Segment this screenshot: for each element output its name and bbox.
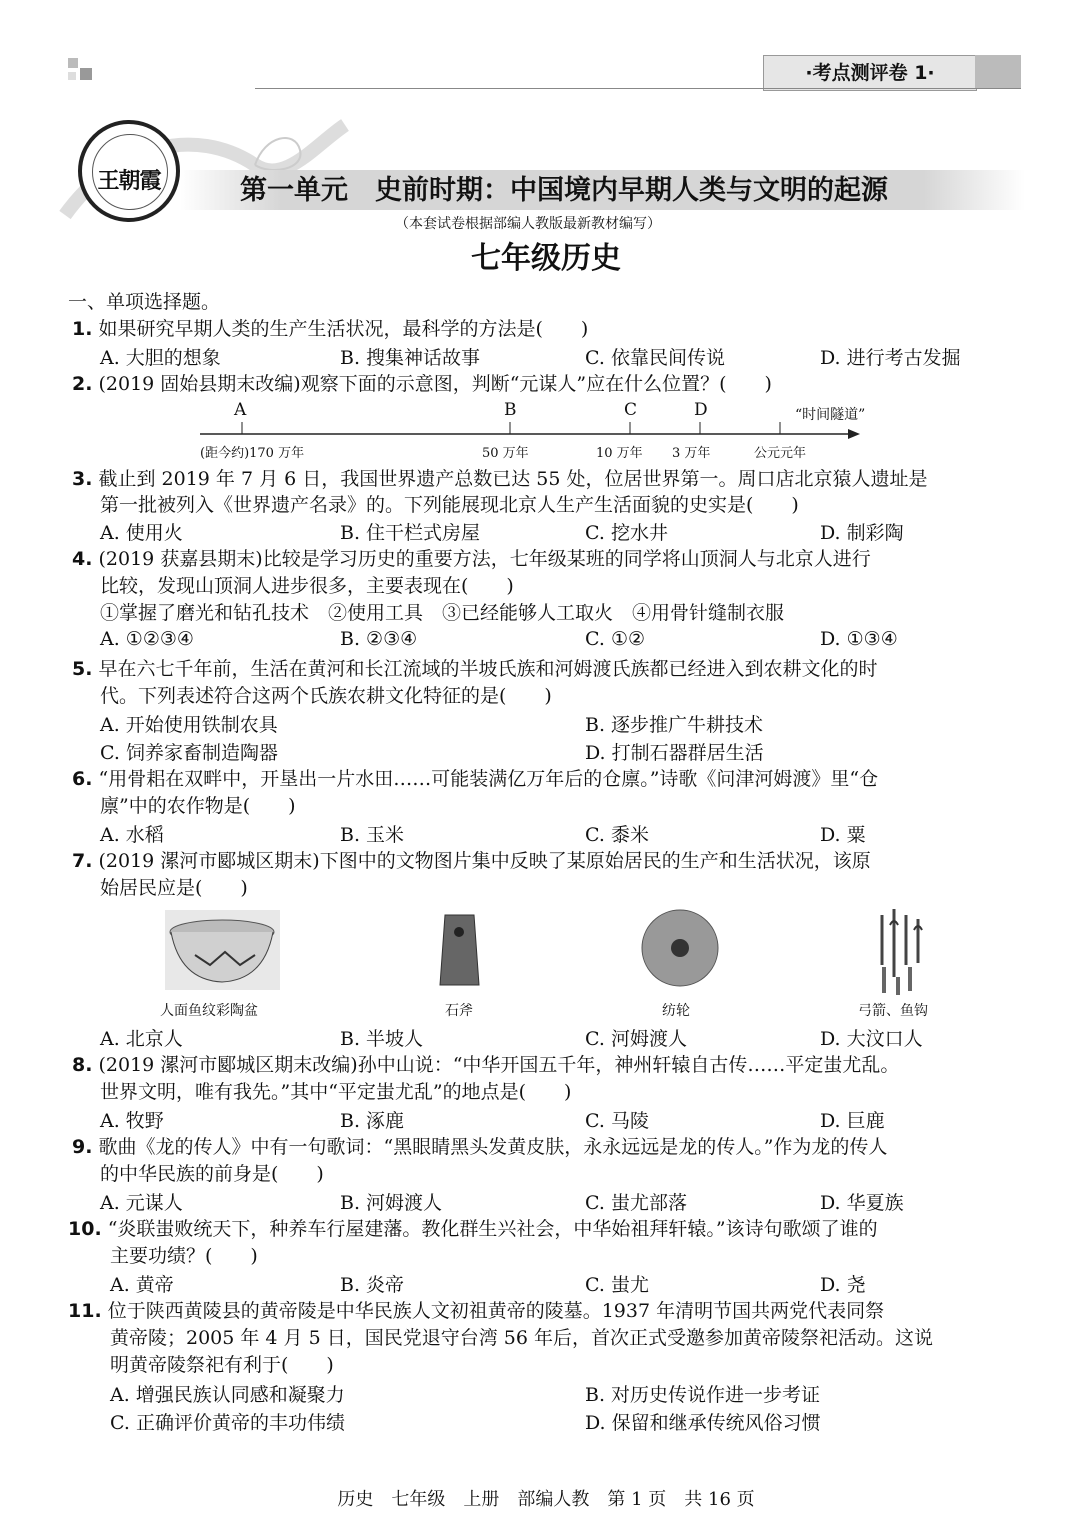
- q5-option-b[interactable]: B. 逐步推广牛耕技术: [585, 714, 764, 736]
- q11-option-c[interactable]: C. 正确评价黄帝的丰功伟绩: [110, 1412, 345, 1434]
- timeline-label-d: D: [694, 400, 708, 420]
- section-heading: 一、单项选择题。: [68, 291, 221, 313]
- arrows-fishhooks-image: [870, 905, 930, 997]
- question-6-line-2: 廪”中的农作物是( ): [100, 795, 296, 817]
- corner-square: [80, 68, 92, 80]
- q5-option-d[interactable]: D. 打制石器群居生活: [585, 742, 764, 764]
- q4-option-a[interactable]: A. ①②③④: [100, 628, 194, 650]
- q10-option-a[interactable]: A. 黄帝: [110, 1274, 174, 1296]
- page-footer: 历史 七年级 上册 部编人教 第 1 页 共 16 页: [337, 1489, 755, 1510]
- q10-option-c[interactable]: C. 蚩尤: [585, 1274, 649, 1296]
- timeline-label-c: C: [624, 400, 638, 420]
- q9-option-c[interactable]: C. 蚩尤部落: [585, 1192, 687, 1214]
- q4-option-d[interactable]: D. ①③④: [820, 628, 898, 650]
- question-1: 1. 如果研究早期人类的生产生活状况，最科学的方法是( ): [72, 318, 589, 340]
- question-11-line-2: 黄帝陵；2005 年 4 月 5 日，国民党退守台湾 56 年后，首次正式受邀参加黄帝陵祭祀活动。这说: [110, 1327, 933, 1349]
- q6-option-c[interactable]: C. 黍米: [585, 824, 649, 846]
- exam-badge: ·考点测评卷 1·: [763, 55, 977, 91]
- unit-title: 第一单元 史前时期：中国境内早期人类与文明的起源: [240, 175, 888, 206]
- question-9: 9. 歌曲《龙的传人》中有一句歌词：“黑眼睛黑头发黄皮肤，永永远远是龙的传人。”作为龙的传人: [72, 1136, 888, 1158]
- timeline-scale-5: 公元元年: [754, 446, 807, 461]
- corner-square: [68, 72, 76, 80]
- question-10-line-2: 主要功绩？( ): [110, 1245, 258, 1267]
- question-4: 4. (2019 获嘉县期末)比较是学习历史的重要方法，七年级某班的同学将山顶洞人与北京人进行: [72, 548, 871, 570]
- caption-arrows: 弓箭、鱼钩: [858, 1003, 928, 1019]
- q5-option-c[interactable]: C. 饲养家畜制造陶器: [100, 742, 278, 764]
- brand-logo: [78, 120, 180, 222]
- q7-option-c[interactable]: C. 河姆渡人: [585, 1028, 687, 1050]
- q7-option-a[interactable]: A. 北京人: [100, 1028, 183, 1050]
- question-5: 5. 早在六七千年前，生活在黄河和长江流域的半坡氏族和河姆渡氏族都已经进入到农耕文化的时: [72, 658, 878, 680]
- q10-option-b[interactable]: B. 炎帝: [340, 1274, 405, 1296]
- badge-block: [975, 55, 1021, 89]
- q3-option-c[interactable]: C. 挖水井: [585, 522, 668, 544]
- timeline-scale-2: 50 万年: [482, 446, 529, 461]
- q6-option-a[interactable]: A. 水稻: [100, 824, 164, 846]
- timeline-label-b: B: [504, 400, 517, 420]
- timeline-scale-4: 3 万年: [672, 446, 711, 461]
- q1-option-d[interactable]: D. 进行考古发掘: [820, 347, 961, 369]
- q9-option-a[interactable]: A. 元谋人: [100, 1192, 183, 1214]
- q8-option-b[interactable]: B. 涿鹿: [340, 1110, 405, 1132]
- q9-option-b[interactable]: B. 河姆渡人: [340, 1192, 443, 1214]
- caption-spindle: 纺轮: [662, 1003, 690, 1019]
- q1-option-b[interactable]: B. 搜集神话故事: [340, 347, 481, 369]
- q8-option-c[interactable]: C. 马陵: [585, 1110, 649, 1132]
- q5-option-a[interactable]: A. 开始使用铁制农具: [100, 714, 278, 736]
- timeline-scale-3: 10 万年: [596, 446, 643, 461]
- q9-option-d[interactable]: D. 华夏族: [820, 1192, 904, 1214]
- corner-square: [68, 58, 78, 68]
- timeline-axis: [200, 420, 860, 444]
- pottery-basin-image: [165, 910, 280, 990]
- logo-text: 王朝霞: [97, 168, 161, 194]
- question-9-line-2: 的中华民族的前身是( ): [100, 1163, 324, 1185]
- question-3: 3. 截止到 2019 年 7 月 6 日，我国世界遗产总数已达 55 处，位居世界第一。周口店北京猿人遗址是: [72, 468, 928, 490]
- question-11: 11. 位于陕西黄陵县的黄帝陵是中华民族人文初祖黄帝的陵墓。1937 年清明节国共两党代表同祭: [68, 1300, 885, 1322]
- q7-option-d[interactable]: D. 大汶口人: [820, 1028, 923, 1050]
- question-11-line-3: 明黄帝陵祭祀有利于( ): [110, 1354, 334, 1376]
- question-4-line-3: ①掌握了磨光和钻孔技术 ②使用工具 ③已经能够人工取火 ④用骨针缝制衣服: [100, 602, 785, 624]
- timeline-label-a: A: [234, 400, 247, 420]
- q3-option-b[interactable]: B. 住干栏式房屋: [340, 522, 481, 544]
- q6-option-d[interactable]: D. 粟: [820, 824, 866, 846]
- q4-option-b[interactable]: B. ②③④: [340, 628, 418, 650]
- q3-option-a[interactable]: A. 使用火: [100, 522, 183, 544]
- q11-option-d[interactable]: D. 保留和继承传统风俗习惯: [585, 1412, 821, 1434]
- caption-stone-axe: 石斧: [445, 1003, 473, 1019]
- grade-title: 七年级历史: [471, 241, 621, 276]
- q4-option-c[interactable]: C. ①②: [585, 628, 646, 650]
- question-3-line-2: 第一批被列入《世界遗产名录》的。下列能展现北京人生产生活面貌的史实是( ): [100, 494, 799, 516]
- question-5-line-2: 代。下列表述符合这两个氏族农耕文化特征的是( ): [100, 685, 552, 707]
- timeline-tunnel-label: “时间隧道”: [795, 407, 866, 423]
- q10-option-d[interactable]: D. 尧: [820, 1274, 866, 1296]
- header-rule: [255, 88, 1021, 89]
- question-6: 6. “用骨耜在双畔中，开垦出一片水田……可能装满亿万年后的仓廪。”诗歌《问津河姆渡》里“仓: [72, 768, 879, 790]
- timeline-scale-1: (距今约)170 万年: [200, 446, 305, 461]
- q11-option-b[interactable]: B. 对历史传说作进一步考证: [585, 1384, 821, 1406]
- q6-option-b[interactable]: B. 玉米: [340, 824, 405, 846]
- q8-option-a[interactable]: A. 牧野: [100, 1110, 164, 1132]
- question-7: 7. (2019 漯河市郾城区期末)下图中的文物图片集中反映了某原始居民的生产和生活状况，该原: [72, 850, 871, 872]
- question-8-line-2: 世界文明，唯有我先。”其中“平定蚩尤乱”的地点是( ): [100, 1081, 572, 1103]
- q3-option-d[interactable]: D. 制彩陶: [820, 522, 904, 544]
- caption-pottery: 人面鱼纹彩陶盆: [160, 1003, 258, 1019]
- q8-option-d[interactable]: D. 巨鹿: [820, 1110, 885, 1132]
- question-2: 2. (2019 固始县期末改编)观察下面的示意图，判断“元谋人”应在什么位置？( ): [72, 373, 772, 395]
- q11-option-a[interactable]: A. 增强民族认同感和凝聚力: [110, 1384, 345, 1406]
- q7-option-b[interactable]: B. 半坡人: [340, 1028, 424, 1050]
- question-4-line-2: 比较，发现山顶洞人进步很多，主要表现在( ): [100, 575, 514, 597]
- question-7-line-2: 始居民应是( ): [100, 877, 248, 899]
- subtitle: （本套试卷根据部编人教版最新教材编写）: [395, 216, 661, 232]
- question-8: 8. (2019 漯河市郾城区期末改编)孙中山说：“中华开国五千年，神州轩辕自古传……平定蚩尤乱。: [72, 1054, 900, 1076]
- stone-axe-image: [437, 910, 482, 990]
- question-10: 10. “炎联蚩败统天下，种养车行屋建藩。教化群生兴社会，中华始祖拜轩辕。”该诗句歌颂了谁的: [68, 1218, 878, 1240]
- q1-option-c[interactable]: C. 依靠民间传说: [585, 347, 725, 369]
- q1-option-a[interactable]: A. 大胆的想象: [100, 347, 221, 369]
- spindle-whorl-image: [640, 908, 720, 988]
